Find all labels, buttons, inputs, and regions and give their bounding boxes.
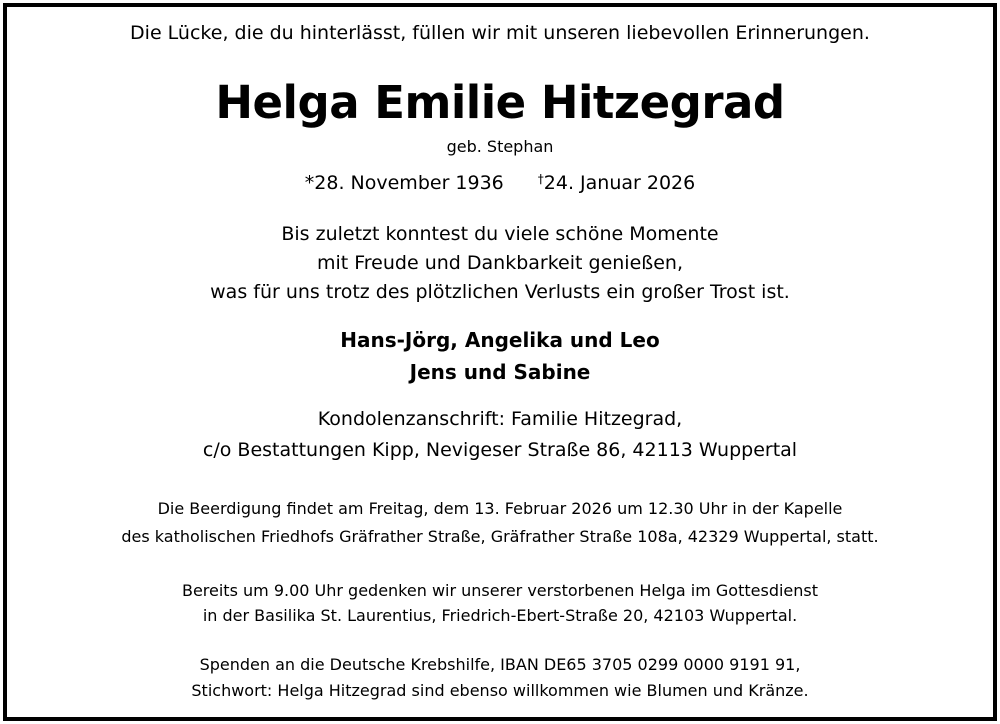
death-cross-symbol: † <box>537 172 544 186</box>
funeral-info: Die Beerdigung findet am Freitag, dem 13. Februar 2026 um 12.30 Uhr in der Kapelle <box>157 499 843 518</box>
condolence-address: Kondolenzanschrift: Familie Hitzegrad, <box>317 408 683 430</box>
death-date: 24. Januar 2026 <box>543 172 696 194</box>
memorial-service-info: Bereits um 9.00 Uhr gedenken wir unserer verstorbenen Helga im Gottesdienst <box>181 581 819 600</box>
deceased-name: Helga Emilie Hitzegrad <box>215 76 785 129</box>
donation-info: Spenden an die Deutsche Krebshilfe, IBAN DE65 3705 0299 0000 9191 91, <box>199 655 801 674</box>
birth-date: *28. November 1936 <box>304 172 504 194</box>
verse-line: Bis zuletzt konntest du viele schöne Momente <box>281 223 719 245</box>
intro-quote: Die Lücke, die du hinterlässt, füllen wir mit unseren liebevollen Erinnerungen. <box>130 22 870 44</box>
verse-line: was für uns trotz des plötzlichen Verlusts ein großer Trost ist. <box>210 281 790 303</box>
funeral-info: des katholischen Friedhofs Gräfrather Straße, Gräfrather Straße 108a, 42329 Wuppertal, statt. <box>121 527 879 546</box>
birth-name: geb. Stephan <box>446 137 554 156</box>
family-names: Hans-Jörg, Angelika und Leo <box>340 328 660 352</box>
condolence-address: c/o Bestattungen Kipp, Nevigeser Straße 86, 42113 Wuppertal <box>202 439 798 461</box>
life-dates <box>0 173 1000 193</box>
donation-info: Stichwort: Helga Hitzegrad sind ebenso willkommen wie Blumen und Kränze. <box>191 681 809 700</box>
verse-line: mit Freude und Dankbarkeit genießen, <box>316 252 684 274</box>
memorial-service-info: in der Basilika St. Laurentius, Friedrich-Ebert-Straße 20, 42103 Wuppertal. <box>202 606 798 625</box>
family-names: Jens und Sabine <box>409 360 591 384</box>
